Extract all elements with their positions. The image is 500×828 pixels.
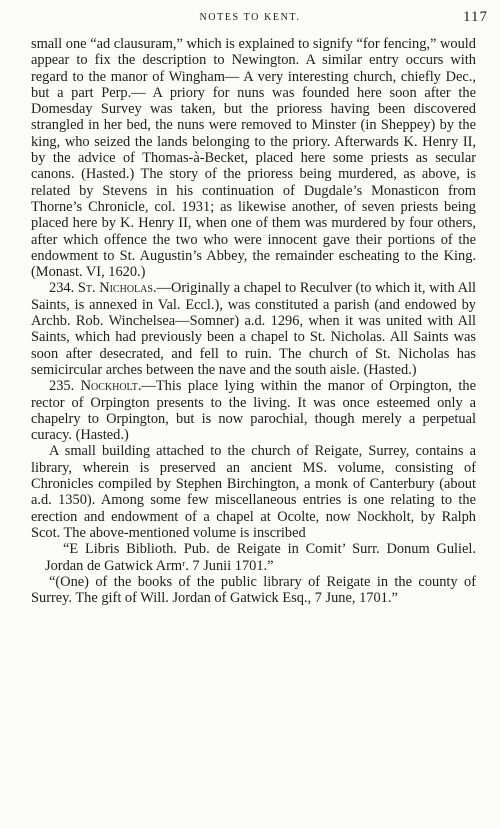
note-235-heading: Nockholt. [80,378,142,395]
note-234-number: 234. [49,280,75,297]
note-235 [31,378,476,443]
note-235-number: 235. [49,378,75,395]
note-234 [31,280,476,378]
page-body [31,36,476,606]
note-235-text: —This place lying within the manor of Orpington, the rector of Orpington presents to the living. It was once esteemed only a chapelry to Orpington, but is now parochial, though merely a perpetual curacy. (Hasted.) [31,378,476,444]
page-number: 117 [463,9,488,25]
running-head [0,9,500,29]
latin-inscription: “E Libris Biblioth. Pub. de Reigate in Comit’ Surr. Donum Guliel. Jordan de Gatwick Armʳ. 7 Junii 1701.” [45,541,476,574]
continuation-paragraph: small one “ad clausuram,” which is explained to signify “for fencing,” would appear to fix the description to Newington. A similar entry occurs with regard to the manor of Wingham— A very interesting church, chiefly Dec., but a part Perp.— A priory for nuns was founded here soon after the Domesday Survey was taken, but the prioress having been discovered strangled in her bed, the nuns were removed to Minster (in Sheppey) by the king, who seized the lands belonging to the priory. Afterwards K. Henry II, by the advice of Thomas-à-Becket, placed here some priests as secular canons. (Hasted.) The story of the prioress being murdered, as above, is related by Stevens in his continuation of Dugdale’s Monasticon from Thorne’s Chronicle, col. 1931; as likewise another, of seven priests being placed here by K. Henry II, when one of them was murdered by four others, after which offence the two who were innocent gave their portions of the endowment to St. Augustin’s Abbey, the remainder escheating to the King. (Monast. VI, 1620.) [31,36,476,281]
library-paragraph: A small building attached to the church of Reigate, Surrey, contains a library, wherein is preserved an ancient MS. volume, consisting of Chronicles compiled by Stephen Birchington, a monk of Canterbury (about a.d. 1350). Among some few miscellaneous entries is one relating to the erection and endowment of a chapel at Ocolte, now Nockholt, by Ralph Scot. The above-mentioned volume is inscribed [31,443,476,541]
english-translation: “(One) of the books of the public library of Reigate in the county of Surrey. The gift of Will. Jordan of Gatwick Esq., 7 June, 1701.” [31,573,476,607]
note-234-heading: St. Nicholas. [77,280,157,297]
running-title: NOTES TO KENT. [199,12,301,23]
note-234-text: —Originally a chapel to Reculver (to which it, with All Saints, is annexed in Val. Eccl.), was constituted a parish (and endowed by Archb. Rob. Winchelsea—Somner) a.d. 1296, when it was united with All Saints, which had previously been a chapel to St. Nicholas. All Saints was soon after desecrated, and fell to ruin. The church of St. Nicholas has semicircular arches between the nave and the south aisle. (Hasted.) [31,280,476,378]
